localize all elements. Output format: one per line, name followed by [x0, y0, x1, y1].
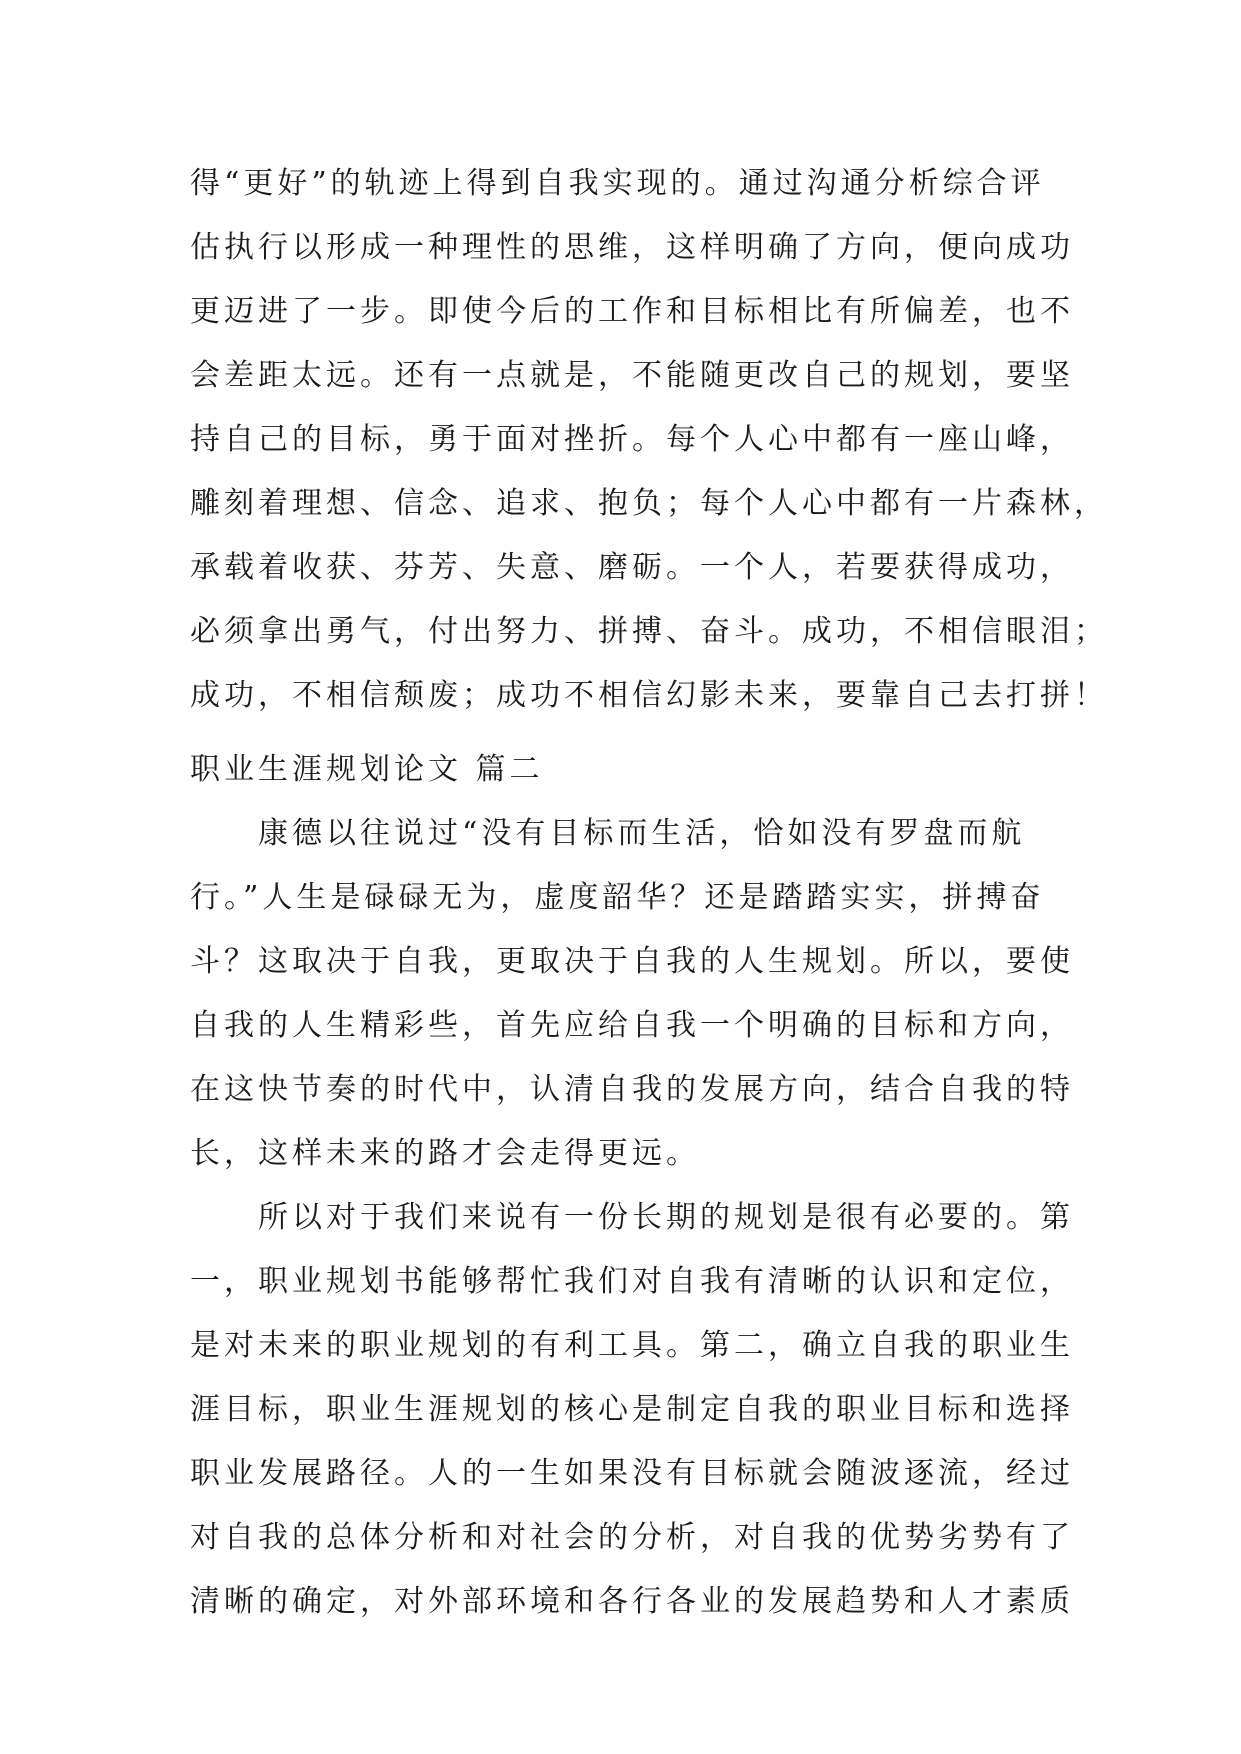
paragraph-line: 康德以往说过“没有目标而生活，恰如没有罗盘而航	[258, 816, 1026, 851]
section-title: 职业生涯规划论文 篇二	[190, 752, 544, 787]
paragraph-line: 成功，不相信颓废；成功不相信幻影未来，要靠自己去打拼！	[190, 678, 1108, 713]
paragraph-line: 得“更好”的轨迹上得到自我实现的。通过沟通分析综合评	[190, 166, 1045, 201]
paragraph-line: 会差距太远。还有一点就是，不能随更改自己的规划，要坚	[190, 358, 1074, 393]
paragraph-line: 在这快节奏的时代中，认清自我的发展方向，结合自我的特	[190, 1072, 1074, 1107]
paragraph-line: 职业发展路径。人的一生如果没有目标就会随波逐流，经过	[190, 1456, 1074, 1491]
paragraph-line: 涯目标，职业生涯规划的核心是制定自我的职业目标和选择	[190, 1392, 1074, 1427]
paragraph-line: 承载着收获、芬芳、失意、磨砺。一个人，若要获得成功，	[190, 550, 1074, 585]
paragraph-line: 自我的人生精彩些，首先应给自我一个明确的目标和方向，	[190, 1008, 1074, 1043]
paragraph-line: 是对未来的职业规划的有利工具。第二，确立自我的职业生	[190, 1328, 1074, 1363]
section-two	[190, 738, 1074, 1634]
paragraph-line: 估执行以形成一种理性的思维，这样明确了方向，便向成功	[190, 230, 1074, 265]
paragraph-line: 雕刻着理想、信念、追求、抱负；每个人心中都有一片森林，	[190, 486, 1108, 521]
paragraph-line: 所以对于我们来说有一份长期的规划是很有必要的。第	[258, 1200, 1074, 1235]
paragraph-line: 斗？这取决于自我，更取决于自我的人生规划。所以，要使	[190, 944, 1074, 979]
paragraph-line: 行。”人生是碌碌无为，虚度韶华？还是踏踏实实，拼搏奋	[190, 880, 1045, 915]
paragraph-line: 更迈进了一步。即使今后的工作和目标相比有所偏差，也不	[190, 294, 1074, 329]
paragraph-continued	[190, 152, 1108, 728]
paragraph-long-term-plan	[190, 1186, 1074, 1634]
paragraph-line: 必须拿出勇气，付出努力、拼搏、奋斗。成功，不相信眼泪；	[190, 614, 1108, 649]
paragraph-line: 长，这样未来的路才会走得更远。	[190, 1136, 700, 1171]
paragraph-line: 清晰的确定，对外部环境和各行各业的发展趋势和人才素质	[190, 1584, 1074, 1619]
paragraph-line: 持自己的目标，勇于面对挫折。每个人心中都有一座山峰，	[190, 422, 1074, 457]
paragraph-line: 一，职业规划书能够帮忙我们对自我有清晰的认识和定位，	[190, 1264, 1074, 1299]
paragraph-line: 对自我的总体分析和对社会的分析，对自我的优势劣势有了	[190, 1520, 1074, 1555]
paragraph-kant-quote	[190, 802, 1074, 1186]
